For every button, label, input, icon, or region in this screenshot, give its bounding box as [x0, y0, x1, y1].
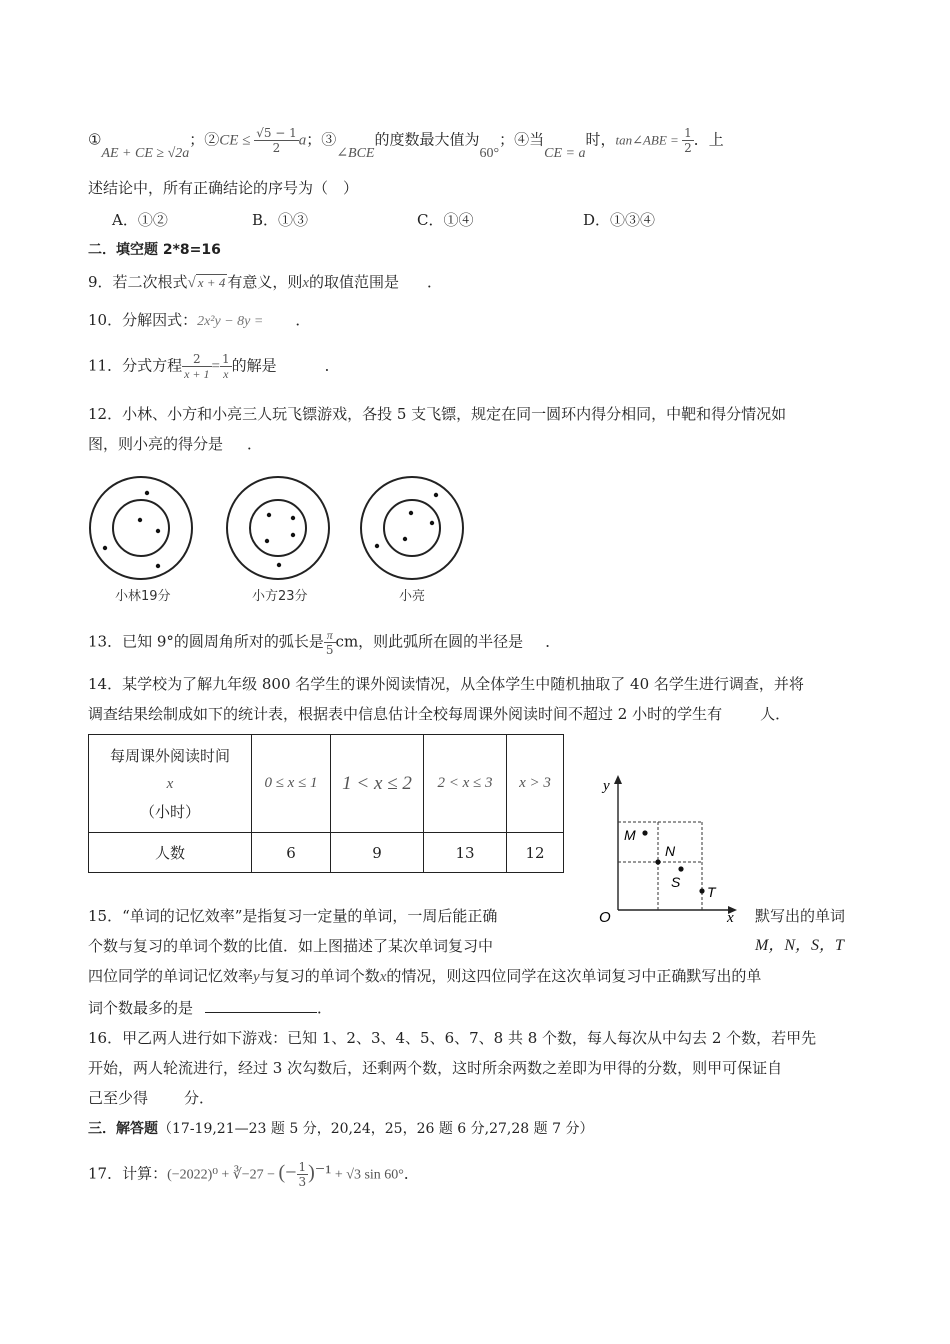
fraction-half: $\frac{1}{2}$: [684, 126, 692, 155]
label-n: N: [665, 843, 676, 859]
q8-line1: ①AE + CE ≥ √2a；②CE ≤ $\frac{√5 - 1}{2}$ a；③∠BCE的度数最大值为60°；④当CE = a时，tan∠ABE = $\frac{1}{2}$ ．上: [88, 126, 724, 161]
dart-hit: [434, 493, 438, 497]
dart-hit: [291, 516, 295, 520]
count-cell: 13: [424, 833, 507, 873]
caption-xiaoliang: 小亮: [399, 589, 426, 604]
q8-option-d: D．①③④: [583, 211, 656, 229]
q8-option-c: C．①④: [417, 211, 474, 229]
q16-line1: 16．甲乙两人进行如下游戏：已知 1、2、3、4、5、6、7、8 共 8 个数，每人每次从中勾去 2 个数，若甲先: [88, 1029, 817, 1047]
dart-hit: [375, 544, 379, 548]
point-m: [642, 830, 647, 835]
label-t: T: [707, 884, 716, 900]
dartboards-figure: [86, 473, 486, 598]
q15-line2b: M，N，S，T: [755, 937, 844, 954]
q15-line2a: 个数与复习的单词个数的比值．如上图描述了某次单词复习中: [88, 937, 494, 955]
range-gt-3: x > 3: [507, 735, 564, 833]
caption-xiaofang: 小方23分: [252, 589, 308, 604]
count-cell: 12: [507, 833, 564, 873]
section2-heading: 二．填空题 2*8=16: [88, 242, 221, 258]
axis-y-label: y: [603, 778, 610, 794]
point-n: [655, 859, 660, 864]
count-cell: 9: [331, 833, 424, 873]
q16-line3: 己至少得 分．: [88, 1089, 215, 1107]
expr-ae-ce: AE + CE ≥ √2a: [101, 145, 190, 161]
dart-hit: [430, 521, 434, 525]
reading-time-table: [88, 734, 564, 873]
q14-line1: 14．某学校为了解九年级 800 名学生的课外阅读情况，从全体学生中随机抽取了 40 名学生进行调查，并将: [88, 675, 804, 693]
dart-hit: [277, 563, 281, 567]
q13: 13．已知 9°的圆周角所对的弧长是 $\frac{\pi}{5}$ cm，则此弧所在圆的半径是 ．: [88, 628, 561, 657]
q15-line4: 词个数最多的是 ．: [88, 999, 333, 1017]
table-header-cell: 每周课外阅读时间 x （小时）: [89, 735, 252, 833]
section3-heading: 三．解答题（17-19,21—23 题 5 分，20,24，25，26 题 6 分,27,28 题 7 分）: [88, 1121, 594, 1137]
dart-hit: [156, 564, 160, 568]
q12-line1: 12．小林、小方和小亮三人玩飞镖游戏，各投 5 支飞镖，规定在同一圆环内得分相同，中靶和得分情况如: [88, 405, 787, 423]
q8-option-b: B．①③: [252, 211, 309, 229]
fraction-sqrt5: $\frac{√5 - 1}{2}$: [256, 126, 297, 155]
dart-hit: [403, 537, 407, 541]
range-2-3: 2 < x ≤ 3: [424, 735, 507, 833]
q15-line3: 四位同学的单词记忆效率y与复习的单词个数x的情况，则这四位同学在这次单词复习中正确默写出的单: [88, 967, 762, 985]
dart-hit: [267, 513, 271, 517]
point-s: [678, 866, 683, 871]
dart-hit: [156, 529, 160, 533]
q8-line2: 述结论中，所有正确结论的序号为（ ）: [88, 179, 359, 197]
memory-efficiency-graph: [590, 770, 750, 930]
caption-xiaolin: 小林19分: [115, 589, 171, 604]
label-s: S: [671, 874, 681, 890]
q9: 9．若二次根式√ x + 4 有意义，则x的取值范围是 ．: [88, 273, 443, 291]
dart-hit: [409, 511, 413, 515]
row-label-people: 人数: [89, 833, 252, 873]
dart-hit: [145, 491, 149, 495]
dart-hit: [138, 518, 142, 522]
dart-hit: [265, 539, 269, 543]
q14-line2: 调查结果绘制成如下的统计表，根据表中信息估计全校每周课外阅读时间不超过 2 小时的学生有 人．: [88, 705, 791, 723]
range-0-1: 0 ≤ x ≤ 1: [252, 735, 331, 833]
q8-option-a: A．①②: [112, 211, 168, 229]
range-1-2: 1 < x ≤ 2: [331, 735, 424, 833]
q16-line2: 开始，两人轮流进行，经过 3 次勾数后，还剩两个数，这时所余两数之差即为甲得的分数，则甲可保证自: [88, 1059, 783, 1077]
dartboard-xiaolin: [90, 477, 192, 579]
dart-hit: [103, 546, 107, 550]
q15-line1a: 15．“单词的记忆效率”是指复习一定量的单词，一周后能正确: [88, 907, 498, 925]
axis-x-label: x: [727, 910, 734, 926]
count-cell: 6: [252, 833, 331, 873]
q10: 10．分解因式：2x²y − 8y = ．: [88, 311, 311, 329]
q17: 17．计算：(−2022)⁰ + ∛−27 − (− $\frac{1}{3}$ )⁻¹ + √3 sin 60°．: [88, 1160, 419, 1189]
label-m: M: [624, 827, 636, 843]
dart-hit: [291, 533, 295, 537]
q11: 11．分式方程 $\frac{2}{x + 1}$ = $\frac{1}{x}$ 的解是 ．: [88, 352, 340, 381]
q12-line2: 图，则小亮的得分是 ．: [88, 435, 263, 453]
answer-blank: [205, 997, 317, 1013]
dartboard-xiaoliang: [361, 477, 463, 579]
origin-label: O: [599, 909, 611, 926]
q15-line1b: 默写出的单词: [755, 907, 846, 925]
point-t: [699, 888, 704, 893]
